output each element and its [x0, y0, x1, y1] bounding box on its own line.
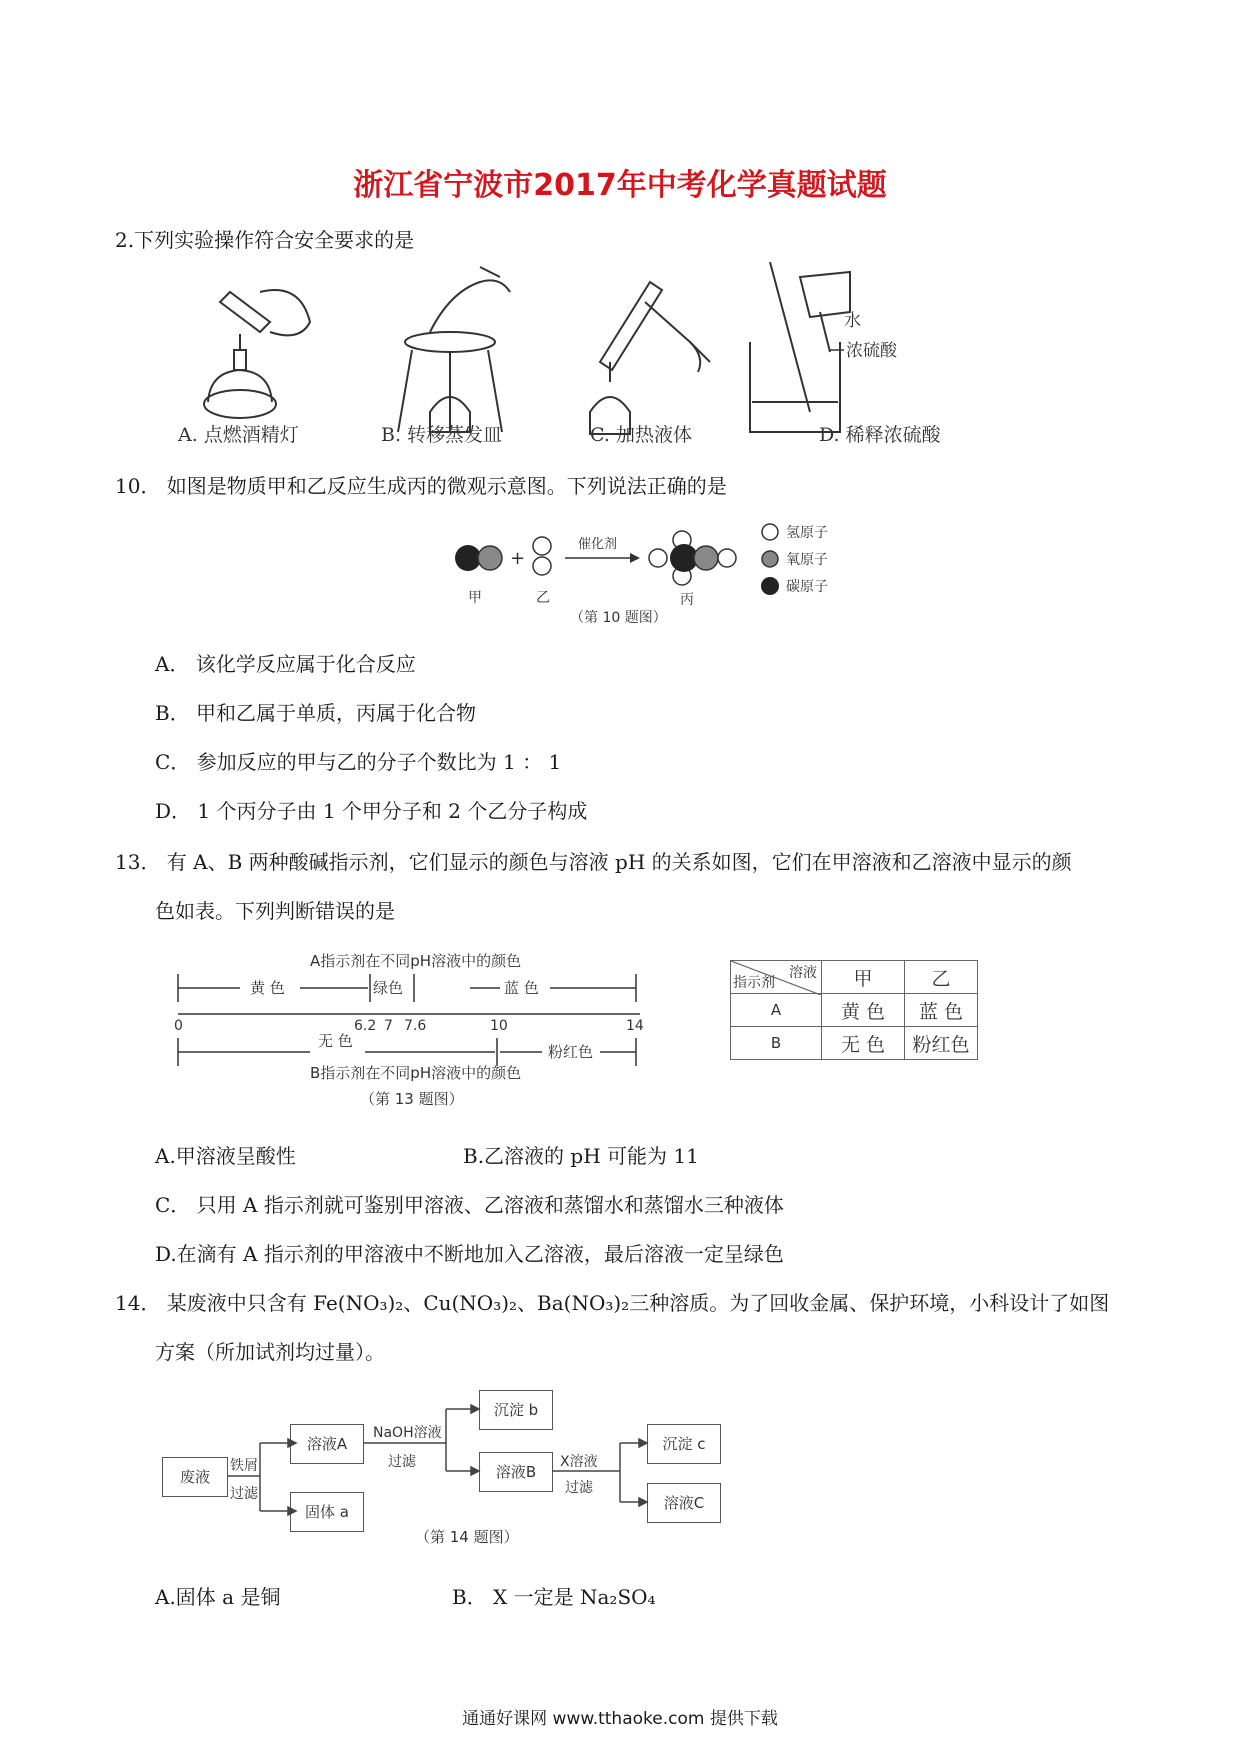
question-13-stem-line1: 13． 有 A、B 两种酸碱指示剂，它们显示的颜色与溶液 pH 的关系如图，它们在甲溶液和乙溶液中显示的颜	[115, 850, 1072, 874]
step2-top: NaOH溶液	[373, 1425, 442, 1441]
b-color-colorless: 无 色	[318, 1032, 353, 1050]
footer: 通通好课网 www.tthaoke.com 提供下载	[462, 1709, 778, 1729]
flow-solution-b: 溶液B	[479, 1452, 553, 1492]
flow-solid-a: 固体 a	[290, 1492, 364, 1532]
q13-caption: （第 13 题图）	[360, 1090, 464, 1108]
flow-precip-b: 沉淀 b	[479, 1390, 553, 1430]
acid-label: 浓硫酸	[846, 341, 897, 361]
tick-14: 14	[626, 1018, 644, 1034]
ph-indicator-chart	[170, 942, 660, 1122]
q10-option-a: A． 该化学反应属于化合反应	[155, 652, 416, 676]
table-row-a-yi: 蓝 色	[905, 994, 978, 1027]
chart-b-title: B指示剂在不同pH溶液中的颜色	[310, 1064, 522, 1082]
heating-tube-illustration	[590, 282, 710, 434]
legend-oxygen: 氧原子	[786, 552, 828, 568]
step1-bottom: 过滤	[230, 1486, 258, 1502]
tick-7-6: 7.6	[404, 1018, 427, 1034]
step2-bottom: 过滤	[388, 1454, 416, 1470]
tick-7: 7	[384, 1018, 393, 1034]
question-2-stem: 2.下列实验操作符合安全要求的是	[115, 228, 415, 252]
species-yi: 乙	[536, 590, 550, 606]
species-jia: 甲	[468, 590, 482, 606]
q14-option-a: A.固体 a 是铜	[155, 1585, 281, 1609]
table-row-b-name: B	[731, 1027, 822, 1060]
table-row-b-jia: 无 色	[822, 1027, 905, 1060]
indicator-color-table	[730, 960, 978, 1060]
q10-option-c: C． 参加反应的甲与乙的分子个数比为 1 ： 1	[155, 750, 562, 774]
table-row-a-name: A	[731, 994, 822, 1027]
table-corner-cell	[731, 961, 822, 994]
tick-10: 10	[490, 1018, 508, 1034]
a-color-yellow: 黄 色	[250, 979, 285, 997]
flow-arrows	[160, 1380, 740, 1550]
b-color-pink: 粉红色	[548, 1043, 594, 1061]
corner-bottom-label: 指示剂	[733, 975, 775, 991]
question-14-stem-line2: 方案（所加试剂均过量）。	[155, 1340, 385, 1364]
q14-caption: （第 14 题图）	[415, 1528, 519, 1546]
water-label: 水	[844, 311, 861, 331]
evaporating-dish-illustration	[398, 267, 510, 432]
tick-0: 0	[174, 1018, 183, 1034]
q13-option-a: A.甲溶液呈酸性	[155, 1144, 296, 1168]
q10-caption: （第 10 题图）	[570, 610, 667, 626]
legend-hydrogen: 氢原子	[786, 525, 828, 541]
q13-option-b: B.乙溶液的 pH 可能为 11	[463, 1144, 699, 1168]
flow-precip-c: 沉淀 c	[647, 1424, 721, 1464]
legend-carbon: 碳原子	[786, 579, 828, 595]
table-row-b-yi: 粉红色	[905, 1027, 978, 1060]
question-13-stem-line2: 色如表。下列判断错误的是	[155, 899, 395, 923]
a-color-blue: 蓝 色	[504, 979, 539, 997]
a-color-green: 绿色	[373, 979, 404, 997]
q13-option-d: D.在滴有 A 指示剂的甲溶液中不断地加入乙溶液，最后溶液一定呈绿色	[155, 1242, 784, 1266]
flow-waste: 废液	[162, 1457, 228, 1497]
q10-option-b: B． 甲和乙属于单质，丙属于化合物	[155, 701, 477, 725]
table-col-yi: 乙	[905, 961, 978, 994]
question-10-stem: 10． 如图是物质甲和乙反应生成丙的微观示意图。下列说法正确的是	[115, 474, 727, 498]
flow-solution-c: 溶液C	[647, 1483, 721, 1523]
reaction-diagram	[440, 518, 860, 628]
chart-a-title: A指示剂在不同pH溶液中的颜色	[310, 952, 522, 970]
table-col-jia: 甲	[822, 961, 905, 994]
q10-option-d: D． 1 个丙分子由 1 个甲分子和 2 个乙分子构成	[155, 799, 588, 823]
q14-option-b: B． X 一定是 Na₂SO₄	[452, 1585, 656, 1609]
flow-solution-a: 溶液A	[290, 1424, 364, 1464]
step1-top: 铁屑	[230, 1458, 258, 1474]
q13-option-c: C． 只用 A 指示剂就可鉴别甲溶液、乙溶液和蒸馏水和蒸馏水三种液体	[155, 1193, 784, 1217]
species-bing: 丙	[680, 592, 694, 608]
lamp-lighting-illustration	[204, 290, 310, 418]
diluting-acid-illustration	[750, 262, 850, 432]
q2-option-d: D. 稀释浓硫酸	[819, 424, 941, 446]
q2-option-c: C. 加热液体	[590, 424, 692, 446]
step3-bottom: 过滤	[565, 1480, 593, 1496]
q2-option-b: B. 转移蒸发皿	[381, 424, 503, 446]
catalyst-label: 催化剂	[578, 537, 618, 552]
page-title: 浙江省宁波市2017年中考化学真题试题	[353, 168, 887, 203]
tick-6-2: 6.2	[354, 1018, 377, 1034]
question-14-stem-line1: 14． 某废液中只含有 Fe(NO₃)₂、Cu(NO₃)₂、Ba(NO₃)₂三种溶质。为了回收金属、保护环境，小科设计了如图	[115, 1291, 1110, 1315]
table-row-a-jia: 黄 色	[822, 994, 905, 1027]
q2-option-a: A. 点燃酒精灯	[178, 424, 299, 446]
corner-top-label: 溶液	[789, 965, 817, 981]
step3-top: X溶液	[560, 1454, 598, 1470]
plus-sign: +	[510, 548, 526, 569]
